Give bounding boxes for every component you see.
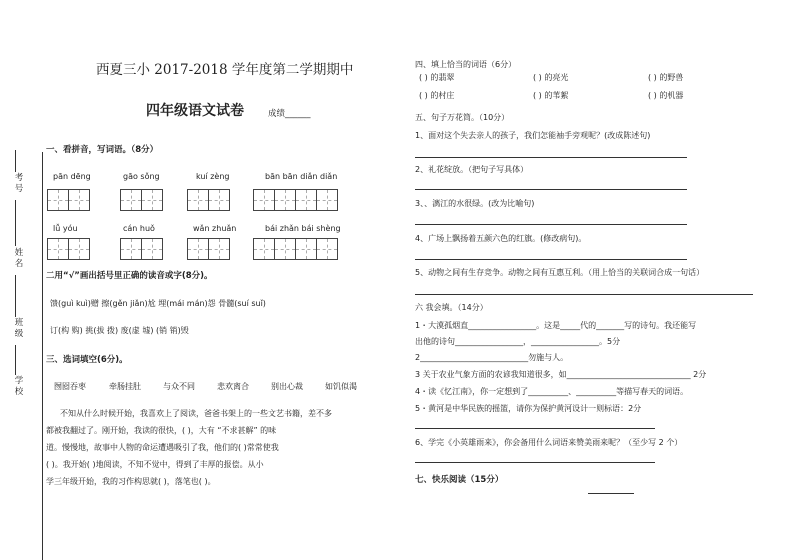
margin-school-label: 学校 <box>14 376 24 397</box>
section6-q1a: 1・大漠孤烟直_________________。这是_____代的_______写的诗句。我还能写 <box>415 321 697 330</box>
section6-q2: 2___________________________勿施与人。 <box>415 353 569 362</box>
passage-line1: 不知从什么时候开始，我喜欢上了阅读，爸爸书架上的一些文艺书籍，差不多 <box>60 409 332 418</box>
passage-line5: 学三年级开始，我的习作构思就( )，落笔也( )。 <box>46 477 216 486</box>
section6-q5: 5・黄河是中华民族的摇篮，请你为保护黄河设计一则标语：2分 <box>415 404 642 413</box>
section5-q4: 4、广场上飘扬着五颜六色的红旗。(修改病句)。 <box>415 234 587 243</box>
answer-box-6[interactable] <box>120 238 163 260</box>
exam-title-line2: 四年级语文试卷 <box>146 103 244 119</box>
answer-line-q5[interactable] <box>415 294 753 295</box>
passage-line3: 道。慢慢地，故事中人物的命运遭遇吸引了我，他们的( )常常使我 <box>46 443 279 452</box>
section5-q3: 3、、漓江的水很绿。(改为比喻句) <box>415 199 535 208</box>
section6-q3: 3 关于农业气象方面的农谚我知道很多，如_______________________________ 2分 <box>415 370 707 379</box>
answer-line-praise[interactable] <box>415 462 655 463</box>
pinyin-2: gāo sǒng <box>123 172 160 181</box>
fill-r1c3: ( ) 的野兽 <box>648 73 684 82</box>
word-choice-4: 悲欢离合 <box>217 382 249 391</box>
pinyin-5: lǚ yóu <box>53 224 78 233</box>
answer-line-slogan[interactable] <box>415 428 655 429</box>
answer-box-4[interactable] <box>253 189 338 211</box>
answer-line-q4[interactable] <box>415 259 687 260</box>
margin-name-label: 姓名 <box>14 248 24 269</box>
section3-title: 三、选词填空(6分)。 <box>46 355 128 365</box>
section5-q5: 5、动物之间有生存竞争。动物之间有互惠互利。（用上恰当的关联词合成一句话） <box>415 268 705 277</box>
exam-title-line1: 西夏三小 2017-2018 学年度第二学期期中 <box>96 62 354 78</box>
section6-q4: 4・读《忆江南》，你一定想到了__________、__________等描写春天的词语。 <box>415 387 689 396</box>
fill-r2c1: ( ) 的村庄 <box>419 91 455 100</box>
answer-line-q1[interactable] <box>415 157 687 158</box>
answer-box-2[interactable] <box>120 189 163 211</box>
section5-q2: 2、礼花绽放。（把句子写具体） <box>415 165 529 174</box>
margin-school-blank <box>15 345 16 375</box>
answer-box-5[interactable] <box>47 238 90 260</box>
pinyin-4: bān bān diǎn diǎn <box>265 172 338 181</box>
word-choice-3: 与众不同 <box>163 382 195 391</box>
margin-name-blank <box>15 200 16 246</box>
passage-line4: ( )。我开始( )地阅读，不知不觉中，得到了丰厚的报偿。从小 <box>46 460 264 469</box>
section2-title: 二用“√”画出括号里正确的读音或字(8分)。 <box>46 271 213 281</box>
section6-title: 六 我会填。（14分） <box>415 303 488 312</box>
word-choice-6: 如饥似渴 <box>325 382 357 391</box>
section2-line1: 馈(guì kuì)赠 擦(gěn jiǎn)尬 埋(mái mán)怨 骨髓(suí suǐ) <box>50 299 266 308</box>
section2-line2: 订(构 购) 挑(拔 拨) 废(虚 墟) (销 销)毁 <box>50 326 189 335</box>
pinyin-8: bái zhǎn bái shèng <box>265 224 341 233</box>
pinyin-7: wǎn zhuǎn <box>193 224 237 233</box>
section6-q6: 6、学完《小英雄雨来》，你会备用什么词语来赞美雨来呢？（至少写 2 个） <box>415 438 683 447</box>
answer-box-3[interactable] <box>187 189 230 211</box>
answer-box-1[interactable] <box>47 189 90 211</box>
pinyin-3: kuí zèng <box>196 172 230 181</box>
fill-r1c2: ( ) 的亮光 <box>533 73 569 82</box>
margin-class-blank <box>15 275 16 317</box>
section5-q1: 1、面对这个失去亲人的孩子，我们怎能袖手旁观呢？(改成陈述句) <box>415 131 651 140</box>
pinyin-1: pān dēng <box>53 172 91 181</box>
section6-q1b: 出他的诗句_________________，_________________。5分 <box>415 337 621 346</box>
word-choice-5: 别出心裁 <box>271 382 303 391</box>
section5-title: 五、句子万花筒。（10分） <box>415 113 510 122</box>
binding-line <box>42 152 43 560</box>
fill-r2c3: ( ) 的机器 <box>648 91 684 100</box>
word-choice-2: 牵肠挂肚 <box>109 382 141 391</box>
section1-title: 一、看拼音，写词语。（8分） <box>46 145 159 155</box>
pinyin-6: cán huǒ <box>123 224 155 233</box>
margin-class-label: 班级 <box>14 318 24 339</box>
passage-line2: 都被我翻过了。刚开始，我读的很快，( )，大有 “不求甚解” 的味 <box>46 426 277 435</box>
margin-number-blank <box>15 150 16 172</box>
fill-r2c2: ( ) 的苇絮 <box>533 91 569 100</box>
answer-line-q3[interactable] <box>415 224 687 225</box>
reading-title-line <box>588 493 634 494</box>
section4-title: 四、填上恰当的词语（6分） <box>415 60 517 69</box>
section7-title: 七、快乐阅读（15分） <box>415 475 504 485</box>
word-choice-1: 囫囵吞枣 <box>54 382 86 391</box>
answer-box-7[interactable] <box>187 238 230 260</box>
fill-r1c1: ( ) 的翡翠 <box>419 73 455 82</box>
answer-line-q2[interactable] <box>415 189 687 190</box>
score-label: 成绩______ <box>268 109 311 119</box>
margin-number-label: 考号 <box>14 173 24 194</box>
answer-box-8[interactable] <box>253 238 338 260</box>
